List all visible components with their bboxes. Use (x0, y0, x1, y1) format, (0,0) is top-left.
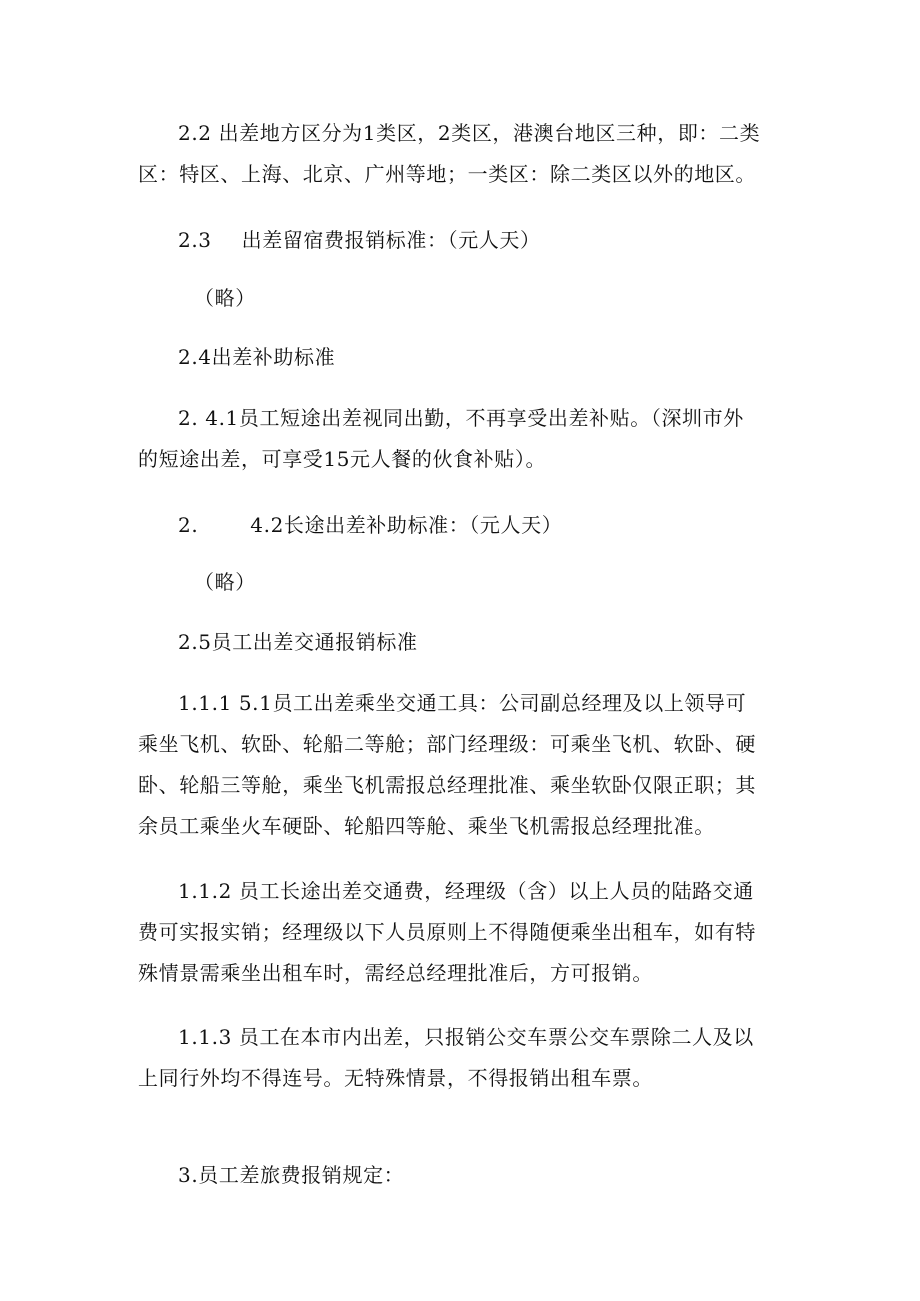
paragraph-2-5 (138, 622, 788, 663)
text-line: 费可实报实销；经理级以下人员原则上不得随便乘坐出租车，如有特 (138, 920, 756, 944)
text-line: 余员工乘坐火车硬卧、轮船四等舱、乘坐飞机需报总经理批准。 (138, 814, 715, 838)
section-number: 2.3 (178, 228, 212, 252)
text-line: （略） (194, 570, 256, 594)
paragraph-1-1-1 (138, 683, 788, 847)
text-line: 上同行外均不得连号。无特殊情景，不得报销出租车票。 (138, 1066, 653, 1090)
section-text: 出差留宿费报销标准：（元人天） (241, 228, 541, 252)
text-line: 殊情景需乘坐出租车时，需经总经理批准后，方可报销。 (138, 961, 653, 985)
paragraph-omitted-1 (138, 278, 788, 319)
text-line: 区：特区、上海、北京、广州等地；一类区：除二类区以外的地区。 (138, 162, 756, 186)
text-line: 3.员工差旅费报销规定： (178, 1163, 405, 1187)
text-line: 2.5员工出差交通报销标准 (178, 630, 418, 654)
text-line: 2.2 出差地方区分为1类区，2类区，港澳台地区三种，即：二类 (178, 121, 761, 145)
paragraph-omitted-2 (138, 562, 788, 603)
text-line: （略） (194, 286, 256, 310)
section-text: 4.2长途出差补助标准：（元人天） (250, 513, 563, 537)
text-line: 1.1.1 5.1员工出差乘坐交通工具：公司副总经理及以上领导可 (178, 691, 747, 715)
text-line: 1.1.2 员工长途出差交通费，经理级（含）以上人员的陆路交通 (178, 879, 754, 903)
paragraph-2-4 (138, 337, 788, 378)
text-line: 乘坐飞机、软卧、轮船二等舱；部门经理级：可乘坐飞机、软卧、硬 (138, 732, 756, 756)
text-line: 卧、轮船三等舱，乘坐飞机需报总经理批准、乘坐软卧仅限正职；其 (138, 773, 756, 797)
paragraph-2-4-1 (138, 398, 788, 480)
paragraph-2-2 (138, 113, 788, 195)
text-line: 的短途出差，可享受15元人餐的伙食补贴）。 (138, 447, 547, 471)
paragraph-2-4-2 (138, 505, 788, 546)
paragraph-2-3 (138, 220, 788, 261)
text-line: 1.1.3 员工在本市内出差，只报销公交车票公交车票除二人及以 (178, 1025, 754, 1049)
paragraph-1-1-2 (138, 871, 788, 994)
text-line: 2. 4.1员工短途出差视同出勤，不再享受出差补贴。（深圳市外 (178, 406, 744, 430)
section-number: 2. (178, 513, 199, 537)
paragraph-3 (138, 1155, 788, 1196)
text-line: 2.4出差补助标准 (178, 345, 336, 369)
paragraph-1-1-3 (138, 1017, 788, 1099)
